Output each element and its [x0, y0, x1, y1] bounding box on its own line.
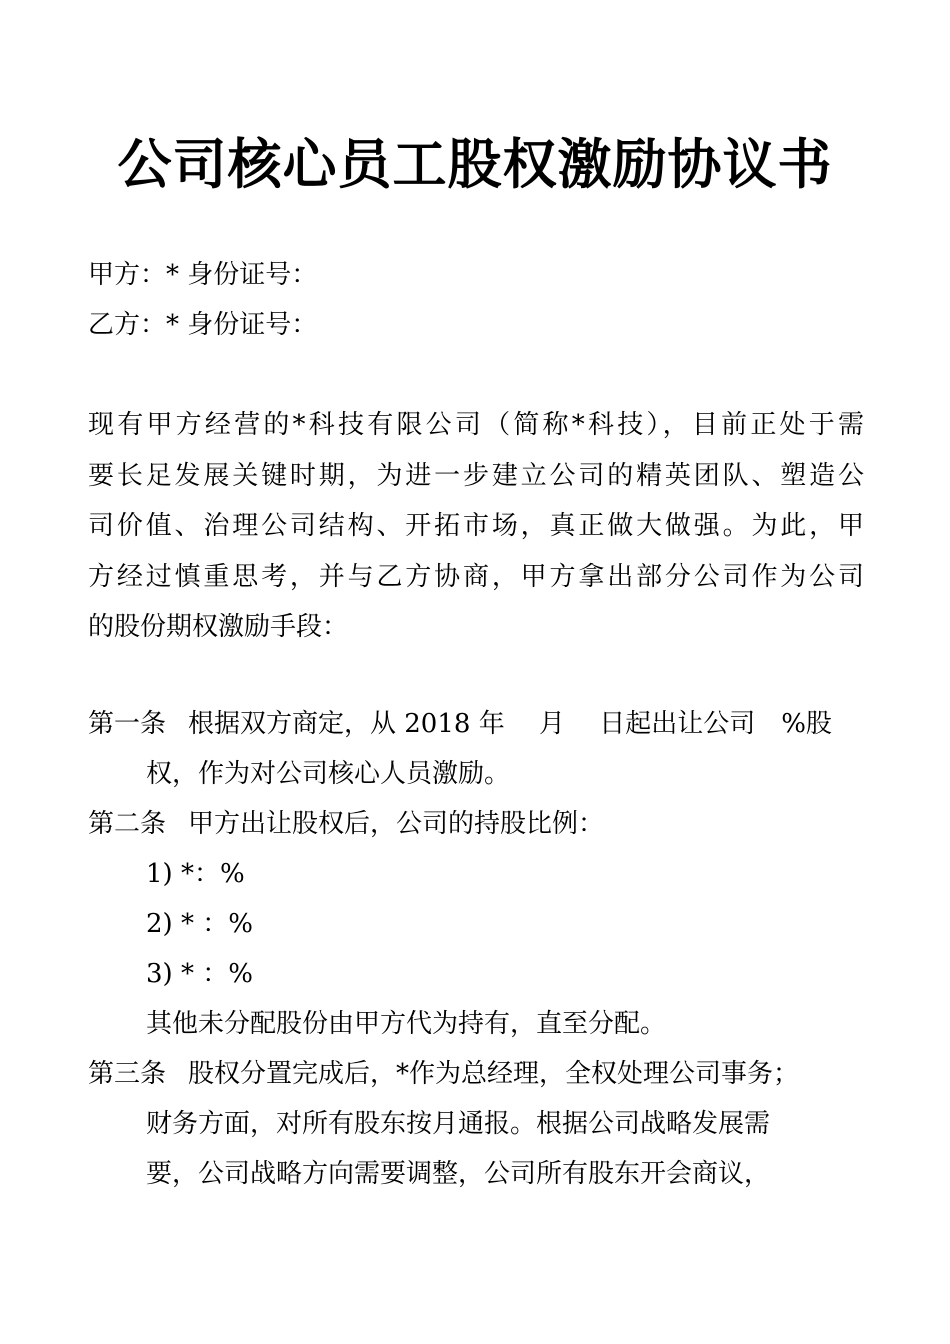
article-2	[88, 806, 864, 842]
shareholding-item: 3) * ：%	[146, 959, 253, 989]
article-1-label: 第一条	[88, 709, 167, 739]
article-3	[88, 1056, 864, 1092]
shareholding-item: 2) * ：%	[146, 909, 253, 939]
document-title: 公司核心员工股权激励协议书	[117, 133, 833, 196]
party-b-line: 乙方：* 身份证号：	[88, 310, 318, 340]
article-1-continuation: 权，作为对公司核心人员激励。	[146, 759, 511, 789]
intro-line: 现有甲方经营的*科技有限公司（简称*科技），目前正处于需	[88, 410, 864, 440]
shareholding-item: 1) *：%	[146, 859, 245, 889]
party-a-line: 甲方：* 身份证号：	[88, 260, 318, 290]
intro-paragraph	[88, 400, 864, 653]
article-2-text: 甲方出让股权后，公司的持股比例：	[188, 809, 605, 839]
article-3-label: 第三条	[88, 1059, 167, 1089]
article-3-continuation: 要，公司战略方向需要调整，公司所有股东开会商议，	[146, 1159, 771, 1189]
article-3-text: 股权分置完成后，*作为总经理，全权处理公司事务；	[188, 1059, 800, 1089]
article-2-label: 第二条	[88, 809, 167, 839]
article-3-continuation: 财务方面，对所有股东按月通报。根据公司战略发展需	[146, 1109, 771, 1139]
article-1	[88, 706, 864, 742]
intro-line: 的股份期权激励手段：	[88, 612, 349, 642]
intro-line: 要长足发展关键时期，为进一步建立公司的精英团队、塑造公	[88, 460, 864, 491]
article-1-text: 根据双方商定，从 2018 年 月 日起出让公司 %股	[188, 709, 832, 739]
article-2-note: 其他未分配股份由甲方代为持有，直至分配。	[146, 1009, 667, 1039]
intro-line: 方经过慎重思考，并与乙方协商，甲方拿出部分公司作为公司	[88, 561, 864, 592]
intro-line: 司价值、治理公司结构、开拓市场，真正做大做强。为此，甲	[88, 511, 864, 541]
